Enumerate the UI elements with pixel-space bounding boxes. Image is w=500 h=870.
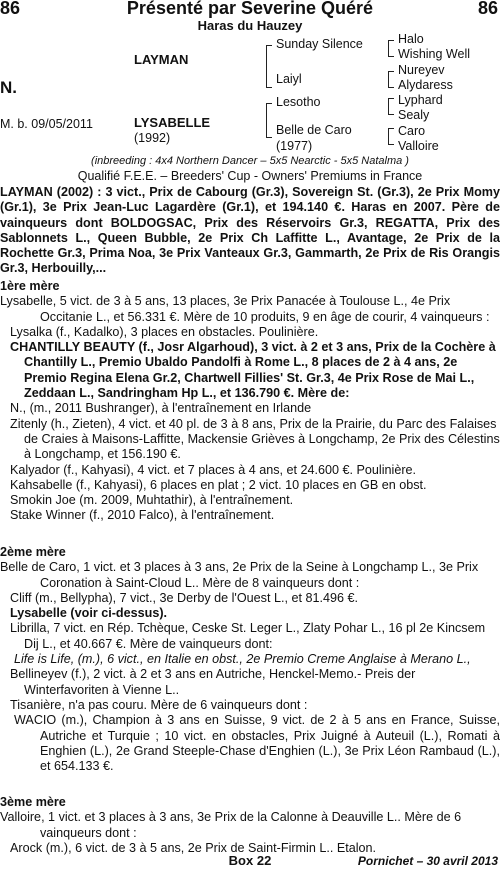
produce-entry: Bellineyev (f.), 2 vict. à 2 et 3 ans en Autriche, Henckel-Memo.- Preis der Winterfavoriten à Vienne L.. <box>10 667 416 697</box>
lot-number-right: 86 <box>477 0 498 18</box>
pedigree-dd: Belle de Caro <box>276 123 352 137</box>
third-dam-entry: Valloire, 1 vict. et 3 places à 3 ans, 3e Prix de la Calonne à Deauville L.. Mère de 6 vainqueurs dont : <box>0 810 462 840</box>
produce-entry: Tisanière, n'a pas couru. Mère de 6 vainqueurs dont : <box>10 697 308 712</box>
pedigree-dd-year: (1977) <box>276 139 313 153</box>
sire-name: LAYMAN <box>134 52 189 67</box>
pedigree-bracket <box>388 98 394 115</box>
dam-name: LYSABELLE <box>134 115 211 130</box>
first-dam-entry: Lysabelle, 5 vict. de 3 à 5 ans, 13 places, 3e Prix Panacée à Toulouse L., 4e Prix Occitanie L., et 56.331 €. Mère de 10 produits, 9 en âge de courir, 4 vainqueurs : <box>0 294 490 324</box>
page-title: Présenté par Severine Quéré <box>126 0 374 18</box>
dam-year: (1992) <box>134 131 171 145</box>
pedigree-ds: Lesotho <box>276 95 321 109</box>
second-dam-section <box>0 545 500 774</box>
pedigree-ddd: Valloire <box>398 139 439 153</box>
pedigree-ssd: Wishing Well <box>398 47 471 61</box>
pedigree-bracket <box>388 128 394 145</box>
produce-entry: Arock (m.), 6 vict. de 3 à 5 ans, 2e Prix de Saint-Firmin L.. Etalon. <box>10 840 377 855</box>
produce-entry: Lysalka (f., Kadalko), 3 places en obstacles. Poulinière. <box>10 324 319 339</box>
first-dam-section <box>0 279 500 524</box>
pedigree-sdd: Alydaress <box>398 78 453 92</box>
horse-sex: N. <box>0 78 17 97</box>
box-number: Box 22 <box>228 853 272 868</box>
produce-entry: Kalyador (f., Kahyasi), 4 vict. et 7 places à 4 ans, et 24.600 €. Poulinière. <box>10 462 417 477</box>
third-dam-section <box>0 795 500 856</box>
pedigree-dsd: Sealy <box>398 108 430 122</box>
sire-paragraph: LAYMAN (2002) : 3 vict., Prix de Cabourg (Gr.3), Sovereign St. (Gr.3), 2e Prix Momy (Gr.1), 3e Prix Jean-Luc Lagardère (Gr.1), et 194.140 €. Haras en 2007. Père de vainqueurs dont BOLDOGSAC, Prix des Réservoirs Gr.3, REGATTA, Prix des Sablonnets L., Queen Bubble, 2e Prix Ch Laffitte L., Avantage, 2e Prix de la Rochette Gr.3, Prima Noa, 3e Prix Vanteaux Gr.3, Gammarth, 2e Prix de Ris Orangis Gr.3, Herbouilly,... <box>0 185 500 276</box>
pedigree-sd: Laiyl <box>276 72 302 86</box>
pedigree-sds: Nureyev <box>398 63 445 77</box>
pedigree-dss: Lyphard <box>398 93 443 107</box>
produce-entry: Stake Winner (f., 2010 Falco), à l'entraînement. <box>10 508 275 523</box>
pedigree-sss: Halo <box>398 32 424 46</box>
produce-entry: Librilla, 7 vict. en Rép. Tchèque, Ceske St. Leger L., Zlaty Pohar L., 16 pl 2e Kincsem Dij L., et 40.667 €. Mère de vainqueurs dont: <box>10 621 486 651</box>
produce-entry: CHANTILLY BEAUTY (f., Josr Algarhoud), 3 vict. à 2 et 3 ans, Prix de la Cochère à Chantilly L., Premio Ubaldo Pandolfi à Rome L., 8 places de 2 à 4 ans, 2e Premio Regina Elena Gr.2, Chartwell Fillies' St. Gr.3, 4e Prix Rose de Mai L., Zeddaan L., Sandringham Hp L., et 136.790 €. Mère de: <box>10 340 496 401</box>
pedigree-bracket <box>388 71 394 88</box>
pedigree-bracket <box>388 40 394 57</box>
first-dam-heading: 1ère mère <box>0 279 60 293</box>
lot-number-left: 86 <box>0 0 21 18</box>
inbreeding-note: (inbreeding : 4x4 Northern Dancer – 5x5 Nearctic - 5x5 Natalma ) <box>91 155 409 167</box>
second-dam-entry: Belle de Caro, 1 vict. et 3 places à 3 ans, 2e Prix de la Seine à Longchamp L., 3e Prix Coronation à Saint-Cloud L.. Mère de 8 vainqueurs dont : <box>0 560 479 590</box>
grand-produce-entry: N., (m., 2011 Bushranger), à l'entraînement en Irlande <box>10 401 312 416</box>
third-dam-heading: 3ème mère <box>0 795 66 809</box>
produce-entry: Lysabelle (voir ci-dessus). <box>10 606 168 621</box>
grand-produce-entry: Life is Life, (m.), 6 vict., en Italie en obst., 2e Premio Creme Anglaise à Merano L., <box>14 652 471 667</box>
pedigree-bracket <box>266 45 272 88</box>
produce-entry: Cliff (m., Bellypha), 7 vict., 3e Derby de l'Ouest L., et 81.496 €. <box>10 590 358 605</box>
produce-entry: Zitenly (h., Zieten), 4 vict. et 40 pl. de 3 à 8 ans, Prix de la Prairie, du Parc des Falaises de Craies à Maisons-Laffitte, Mackensie Grièves à Longchamp, 2e Prix des Célestins à Longchamp, et 156.190 €. <box>10 416 500 462</box>
pedigree-bracket <box>266 103 272 138</box>
pedigree-ss: Sunday Silence <box>276 37 363 51</box>
produce-entry: Smokin Joe (m. 2009, Muhtathir), à l'entraînement. <box>10 493 294 508</box>
qualification-note: Qualifié F.E.E. – Breeders' Cup - Owners' Premiums in France <box>77 169 423 183</box>
produce-entry: Kahsabelle (f., Kahyasi), 6 places en plat ; 2 vict. 10 places en GB en obst. <box>10 477 427 492</box>
pedigree-dds: Caro <box>398 124 426 138</box>
second-dam-heading: 2ème mère <box>0 545 66 559</box>
horse-birth: M. b. 09/05/2011 <box>0 117 93 131</box>
sale-place-date: Pornichet – 30 avril 2013 <box>357 854 498 868</box>
grand-produce-entry: WACIO (m.), Champion à 3 ans en Suisse, 9 vict. de 2 à 5 ans en France, Suisse, Autriche et Turquie ; 10 vict. en obstacles, Prix Juigné à Auteuil (L.), Romati à Enghien (L.), 2e Grand Steeple-Chase d'Enghien (L.), 3e Prix Léon Rambaud (L.), et 654.133 €. <box>14 713 500 774</box>
stud-name: Haras du Hauzey <box>197 18 303 33</box>
